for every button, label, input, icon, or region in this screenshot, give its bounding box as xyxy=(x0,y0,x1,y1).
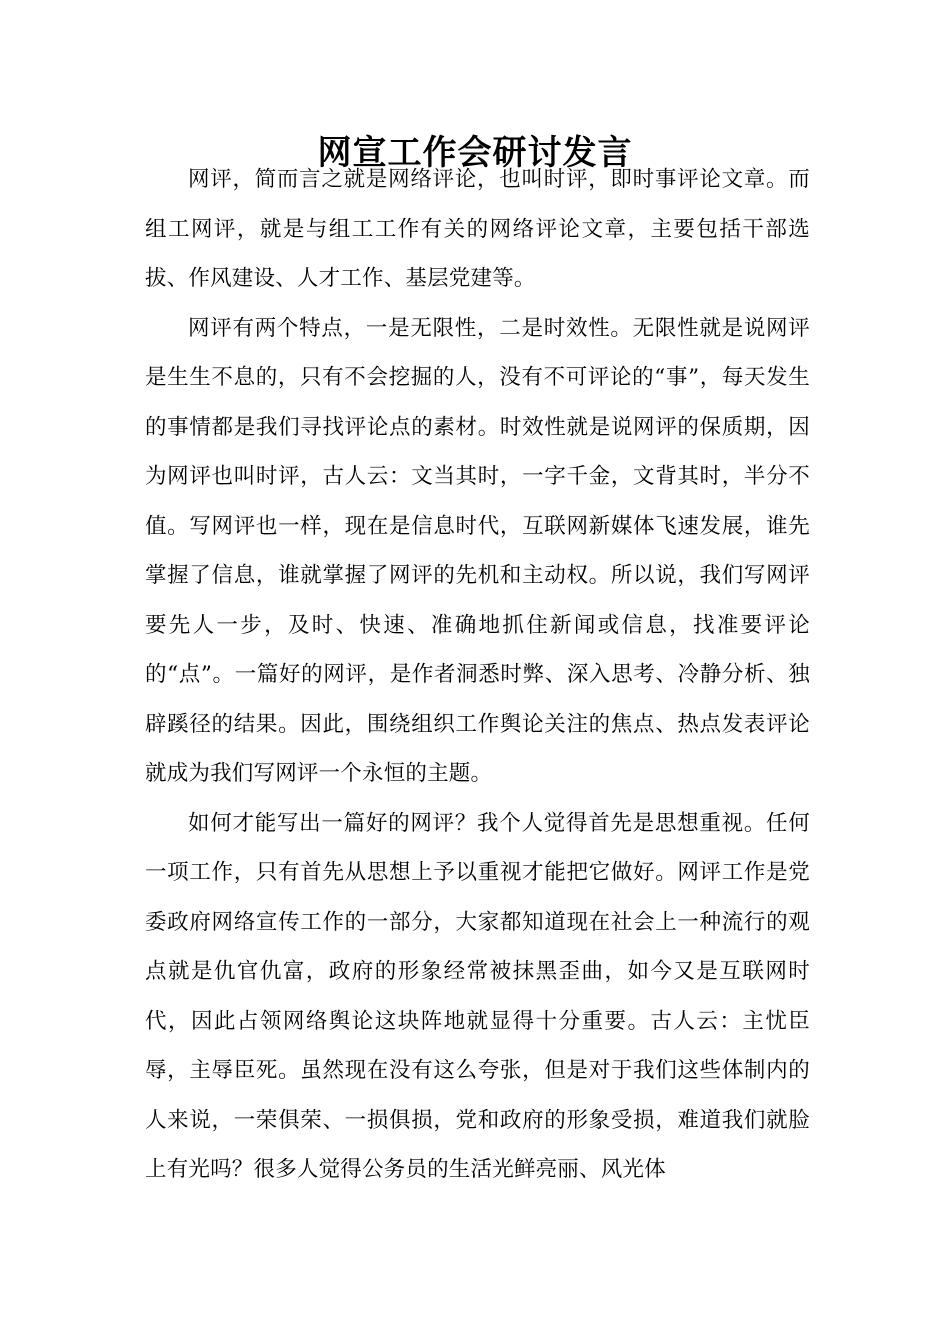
paragraph-3: 如何才能写出一篇好的网评？我个人觉得首先是思想重视。任何一项工作，只有首先从思想上予以重视才能把它做好。网评工作是党委政府网络宣传工作的一部分，大家都知道现在社会上一种流行的观点就是仇官仇富，政府的形象经常被抹黑歪曲，如今又是互联网时代，因此占领网络舆论这块阵地就显得十分重要。古人云：主忧臣辱，主辱臣死。虽然现在没有这么夸张，但是对于我们这些体制内的人来说，一荣俱荣、一损俱损，党和政府的形象受损，难道我们就脸上有光吗？很多人觉得公务员的生活光鲜亮丽、风光体 xyxy=(145,810,810,1182)
paragraph-1: 网评，简而言之就是网络评论，也叫时评，即时事评论文章。而组工网评，就是与组工工作有关的网络评论文章，主要包括干部选拔、作风建设、人才工作、基层党建等。 xyxy=(145,167,810,291)
document-body xyxy=(145,155,810,1195)
paragraph-2: 网评有两个特点，一是无限性，二是时效性。无限性就是说网评是生生不息的，只有不会挖掘的人，没有不可评论的“事”，每天发生的事情都是我们寻找评论点的素材。时效性就是说网评的保质期，因为网评也叫时评，古人云：文当其时，一字千金，文背其时，半分不值。写网评也一样，现在是信息时代，互联网新媒体飞速发展，谁先掌握了信息，谁就掌握了网评的先机和主动权。所以说，我们写网评要先人一步，及时、快速、准确地抓住新闻或信息，找准要评论的“点”。一篇好的网评，是作者洞悉时弊、深入思考、冷静分析、独辟蹊径的结果。因此，围绕组织工作舆论关注的焦点、热点发表评论就成为我们写网评一个永恒的主题。 xyxy=(145,315,810,786)
document-title: 网宣工作会研讨发言 xyxy=(317,133,633,173)
